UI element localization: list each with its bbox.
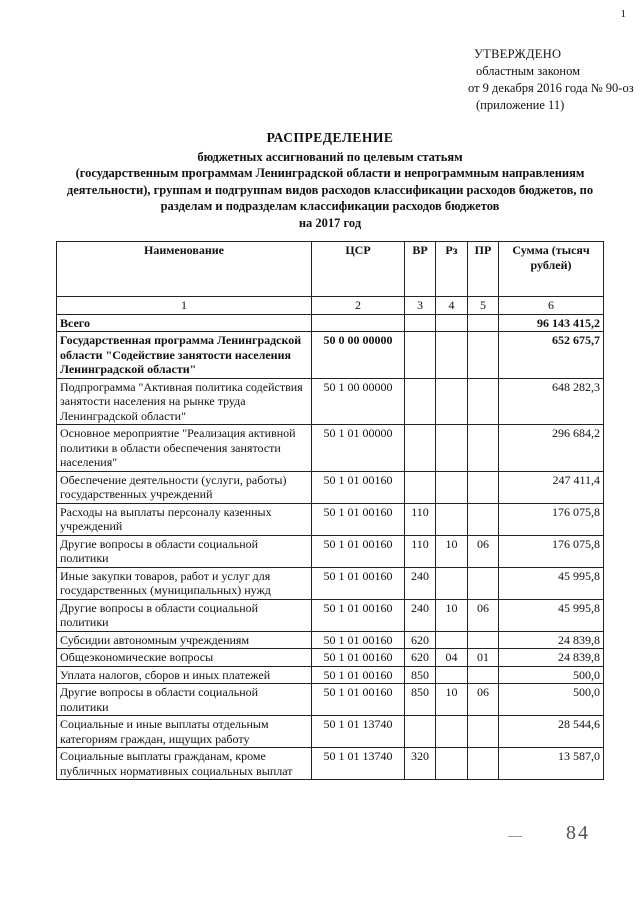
cell-name: Обеспечение деятельности (услуги, работы) государственных учреждений	[57, 471, 312, 503]
cell-vr	[405, 716, 436, 748]
col-number: 6	[499, 297, 604, 315]
cell-rz	[436, 378, 468, 425]
col-number: 1	[57, 297, 312, 315]
document-title	[50, 130, 610, 231]
cell-sum: 500,0	[499, 684, 604, 716]
cell-name: Подпрограмма "Активная политика содействия занятости населения на рынке труда Ленинградской области"	[57, 378, 312, 425]
approval-line: от 9 декабря 2016 года № 90-оз	[468, 81, 634, 95]
cell-name: Основное мероприятие "Реализация активной политики в области обеспечения занятости населения"	[57, 425, 312, 472]
cell-name: Социальные выплаты гражданам, кроме публичных нормативных социальных выплат	[57, 748, 312, 780]
cell-rz: 10	[436, 599, 468, 631]
cell-rz: 04	[436, 649, 468, 667]
approval-line: областным законом	[476, 64, 581, 78]
cell-sum: 13 587,0	[499, 748, 604, 780]
cell-pr	[468, 503, 499, 535]
header-vr: ВР	[405, 242, 436, 297]
cell-vr: 240	[405, 599, 436, 631]
table-row	[57, 631, 604, 649]
cell-pr	[468, 666, 499, 684]
header-rz: Рз	[436, 242, 468, 297]
header-sum: Сумма (тысяч рублей)	[499, 242, 604, 297]
cell-pr	[468, 631, 499, 649]
cell-pr	[468, 716, 499, 748]
cell-csr: 50 0 00 00000	[312, 332, 405, 379]
cell-pr: 06	[468, 535, 499, 567]
table-row	[57, 314, 604, 332]
cell-rz	[436, 503, 468, 535]
cell-sum: 176 075,8	[499, 503, 604, 535]
table-row	[57, 332, 604, 379]
budget-table	[56, 241, 604, 780]
cell-csr: 50 1 01 13740	[312, 716, 405, 748]
table-row	[57, 503, 604, 535]
cell-vr: 850	[405, 666, 436, 684]
cell-sum: 24 839,8	[499, 649, 604, 667]
cell-sum: 96 143 415,2	[499, 314, 604, 332]
cell-name: Всего	[57, 314, 312, 332]
page-number: 1	[620, 8, 626, 20]
cell-csr: 50 1 01 00160	[312, 666, 405, 684]
col-number: 2	[312, 297, 405, 315]
header-csr: ЦСР	[312, 242, 405, 297]
divider	[508, 836, 522, 837]
cell-name: Другие вопросы в области социальной политики	[57, 535, 312, 567]
cell-pr: 06	[468, 684, 499, 716]
title-line: на 2017 год	[298, 215, 362, 230]
cell-vr: 620	[405, 649, 436, 667]
cell-pr	[468, 332, 499, 379]
cell-rz	[436, 314, 468, 332]
cell-name: Социальные и иные выплаты отдельным категориям граждан, ищущих работу	[57, 716, 312, 748]
cell-sum: 247 411,4	[499, 471, 604, 503]
title-line: деятельности), группам и подгруппам видов расходов классификации расходов бюджетов, по	[66, 182, 594, 197]
cell-vr	[405, 471, 436, 503]
cell-sum: 500,0	[499, 666, 604, 684]
cell-rz	[436, 748, 468, 780]
cell-sum: 648 282,3	[499, 378, 604, 425]
table-row	[57, 535, 604, 567]
cell-csr: 50 1 01 00160	[312, 471, 405, 503]
table-row	[57, 425, 604, 472]
cell-pr	[468, 748, 499, 780]
title-heading: РАСПРЕДЕЛЕНИЕ	[266, 130, 394, 145]
cell-pr: 01	[468, 649, 499, 667]
cell-pr	[468, 567, 499, 599]
cell-rz	[436, 425, 468, 472]
table-row	[57, 666, 604, 684]
cell-rz	[436, 567, 468, 599]
cell-name: Другие вопросы в области социальной политики	[57, 599, 312, 631]
cell-name: Уплата налогов, сборов и иных платежей	[57, 666, 312, 684]
cell-csr: 50 1 01 00160	[312, 599, 405, 631]
cell-vr	[405, 425, 436, 472]
title-line: разделам и подразделам классификации расходов бюджетов	[160, 199, 500, 213]
cell-vr: 240	[405, 567, 436, 599]
table-row	[57, 684, 604, 716]
cell-rz	[436, 631, 468, 649]
cell-rz	[436, 471, 468, 503]
cell-sum: 45 995,8	[499, 599, 604, 631]
table-row	[57, 649, 604, 667]
cell-name: Иные закупки товаров, работ и услуг для государственных (муниципальных) нужд	[57, 567, 312, 599]
cell-rz	[436, 332, 468, 379]
col-number: 3	[405, 297, 436, 315]
table-row	[57, 748, 604, 780]
table-row	[57, 599, 604, 631]
cell-pr	[468, 471, 499, 503]
cell-vr: 110	[405, 503, 436, 535]
handwritten-mark: 84	[566, 822, 590, 844]
cell-rz: 10	[436, 684, 468, 716]
cell-csr: 50 1 01 00160	[312, 631, 405, 649]
cell-vr	[405, 332, 436, 379]
table-row	[57, 567, 604, 599]
cell-sum: 176 075,8	[499, 535, 604, 567]
cell-sum: 652 675,7	[499, 332, 604, 379]
cell-name: Государственная программа Ленинградской области "Содействие занятости населения Ленинградской области"	[57, 332, 312, 379]
cell-name: Другие вопросы в области социальной политики	[57, 684, 312, 716]
cell-vr	[405, 314, 436, 332]
cell-csr	[312, 314, 405, 332]
header-pr: ПР	[468, 242, 499, 297]
cell-csr: 50 1 01 00160	[312, 684, 405, 716]
cell-vr: 850	[405, 684, 436, 716]
cell-name: Субсидии автономным учреждениям	[57, 631, 312, 649]
col-number: 4	[436, 297, 468, 315]
cell-pr	[468, 378, 499, 425]
cell-csr: 50 1 00 00000	[312, 378, 405, 425]
cell-csr: 50 1 01 00160	[312, 649, 405, 667]
cell-csr: 50 1 01 00160	[312, 567, 405, 599]
col-number: 5	[468, 297, 499, 315]
cell-sum: 28 544,6	[499, 716, 604, 748]
cell-vr: 320	[405, 748, 436, 780]
title-line: (государственным программам Ленинградской области и непрограммным направлениям	[75, 166, 585, 180]
cell-sum: 296 684,2	[499, 425, 604, 472]
cell-pr	[468, 425, 499, 472]
table-row	[57, 378, 604, 425]
cell-vr: 620	[405, 631, 436, 649]
approval-line: УТВЕРЖДЕНО	[474, 47, 562, 61]
cell-csr: 50 1 01 00160	[312, 503, 405, 535]
approval-line: (приложение 11)	[476, 98, 565, 112]
table-row	[57, 471, 604, 503]
table-body	[57, 314, 604, 780]
cell-vr: 110	[405, 535, 436, 567]
cell-sum: 45 995,8	[499, 567, 604, 599]
cell-pr	[468, 314, 499, 332]
title-line: бюджетных ассигнований по целевым статьям	[197, 149, 463, 164]
cell-vr	[405, 378, 436, 425]
cell-name: Расходы на выплаты персоналу казенных учреждений	[57, 503, 312, 535]
cell-csr: 50 1 01 00160	[312, 535, 405, 567]
approval-stamp	[468, 46, 634, 114]
cell-rz	[436, 716, 468, 748]
cell-pr: 06	[468, 599, 499, 631]
cell-csr: 50 1 01 00000	[312, 425, 405, 472]
cell-rz: 10	[436, 535, 468, 567]
header-name: Наименование	[57, 242, 312, 297]
cell-csr: 50 1 01 13740	[312, 748, 405, 780]
cell-sum: 24 839,8	[499, 631, 604, 649]
cell-name: Общеэкономические вопросы	[57, 649, 312, 667]
cell-rz	[436, 666, 468, 684]
table-row	[57, 716, 604, 748]
